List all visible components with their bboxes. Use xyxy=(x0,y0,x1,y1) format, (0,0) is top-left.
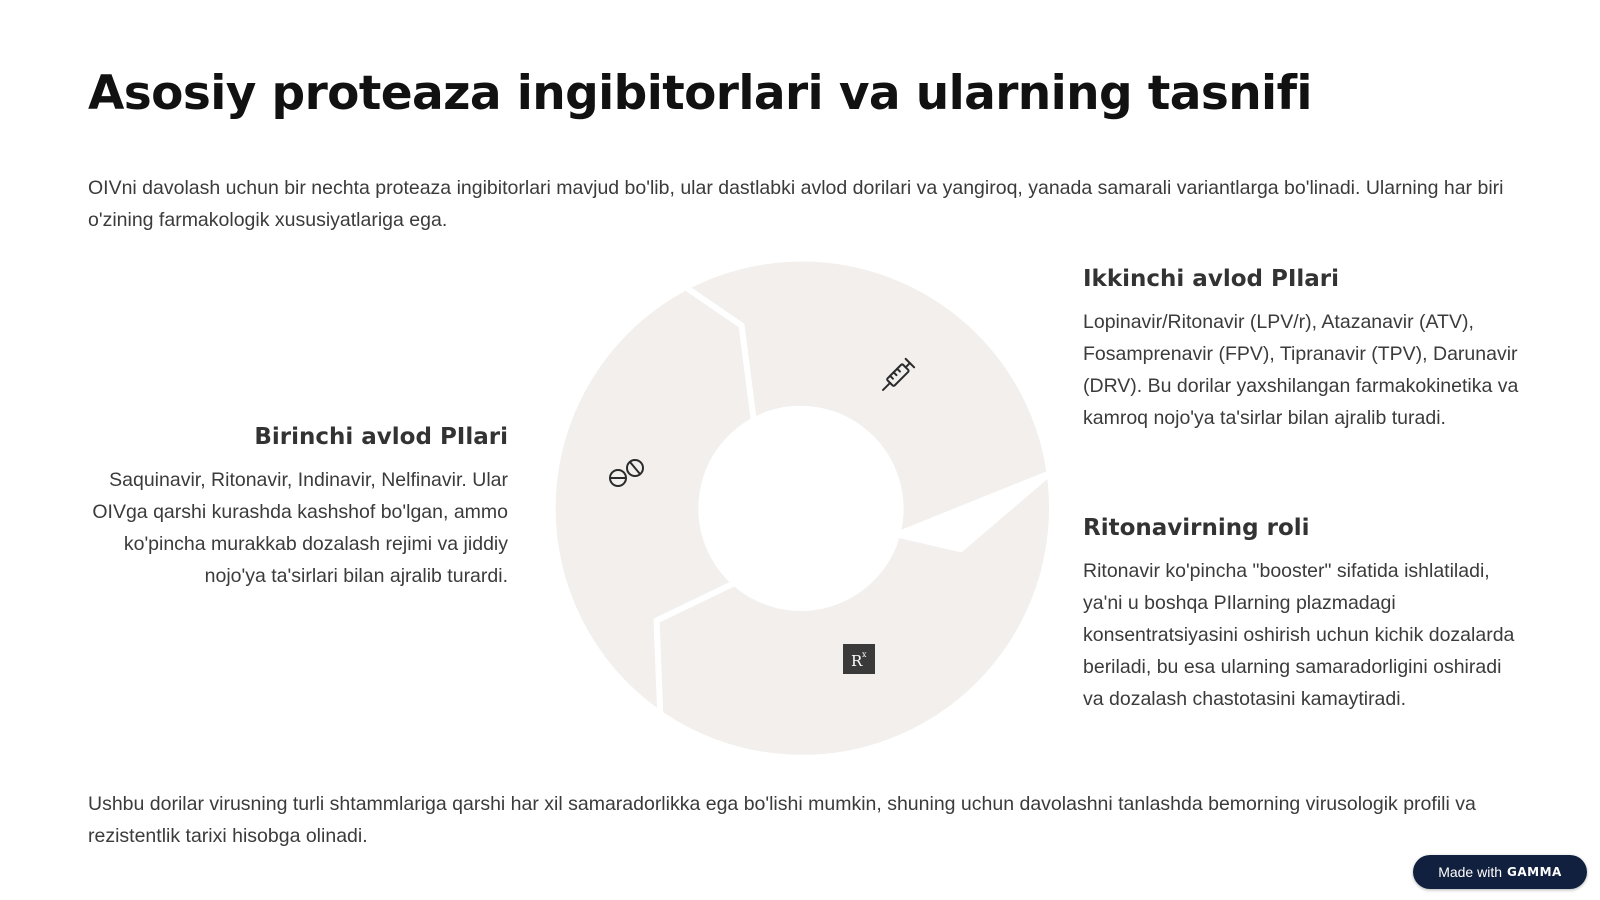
section-first-generation xyxy=(88,420,508,592)
section-heading: Ritonavirning roli xyxy=(1083,515,1310,541)
svg-text:x: x xyxy=(862,650,867,659)
footer-paragraph: Ushbu dorilar virusning turli shtammlariga qarshi har xil samaradorlikka ega bo'lishi mumkin, shuning uchun davolashni tanlashda bemorning virusologik profili va rezistentlik tarixi hisobga olinadi. xyxy=(88,793,1476,847)
cycle-segment-bottom xyxy=(657,473,1052,757)
prescription-icon xyxy=(843,644,875,674)
section-body: Lopinavir/Ritonavir (LPV/r), Atazanavir (ATV), Fosamprenavir (FPV), Tipranavir (TPV), Darunavir (DRV). Bu dorilar yaxshilangan farmakokinetika va kamroq nojo'ya ta'sirlar bilan ajralib turadi. xyxy=(1083,311,1519,429)
intro-paragraph: OIVni davolash uchun bir nechta proteaza ingibitorlari mavjud bo'lib, ular dastlabki avlod dorilari va yangiroq, yanada samarali variantlarga bo'linadi. Ularning har biri o'zining farmakologik xususiyatlariga ega. xyxy=(88,177,1504,231)
section-heading: Birinchi avlod PIlari xyxy=(254,424,508,450)
gamma-logo: GAMMA xyxy=(1507,865,1562,879)
section-second-generation xyxy=(1083,262,1523,434)
page-title: Asosiy proteaza ingibitorlari va ularning tasnifi xyxy=(88,66,1312,121)
badge-prefix: Made with xyxy=(1438,864,1502,880)
section-ritonavir-role xyxy=(1083,511,1523,715)
prescription-glyph: R xyxy=(851,652,863,670)
section-heading: Ikkinchi avlod PIlari xyxy=(1083,266,1340,292)
cycle-segments xyxy=(553,259,1052,758)
made-with-gamma-badge[interactable] xyxy=(1413,855,1587,889)
section-body: Saquinavir, Ritonavir, Indinavir, Nelfinavir. Ular OIVga qarshi kurashda kashshof bo'lgan, ammo ko'pincha murakkab dozalash rejimi va jiddiy nojo'ya ta'sirlari bilan ajralib turardi. xyxy=(92,469,508,587)
section-body: Ritonavir ko'pincha "booster" sifatida ishlatiladi, ya'ni u boshqa PIlarning plazmadagi konsentratsiyasini oshirish uchun kichik dozalarda beriladi, bu esa ularning samaradorligini oshiradi va dozalash chastotasini kamaytiradi. xyxy=(1083,560,1515,710)
cycle-diagram xyxy=(552,258,1052,758)
